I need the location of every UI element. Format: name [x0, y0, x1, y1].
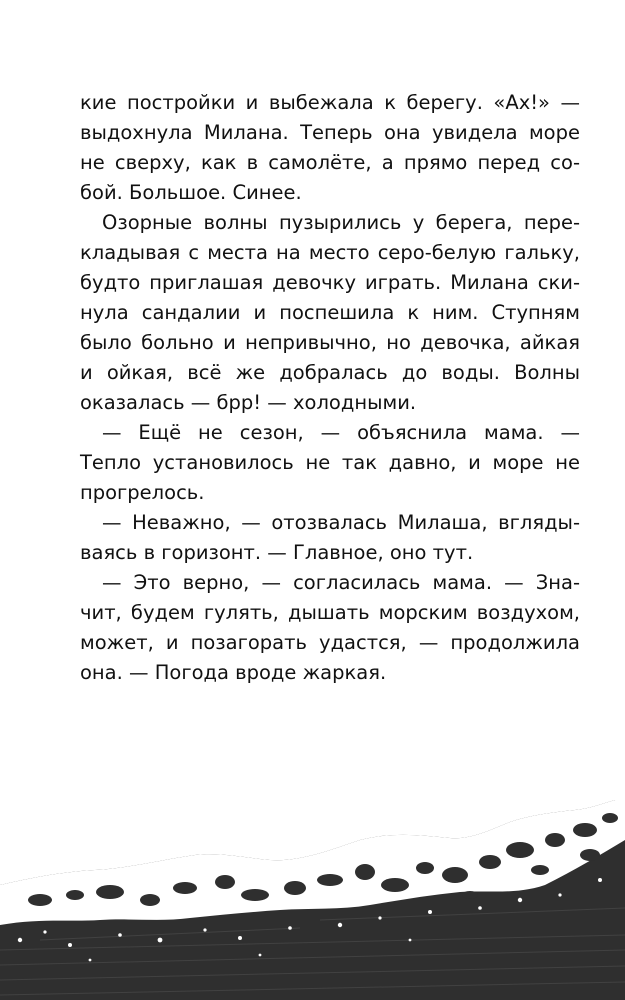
text-line: кие постройки и выбежала к берегу. «Ах!» —: [80, 91, 580, 114]
text-line: будто приглашая девочку играть. Милана ски-: [80, 271, 580, 294]
text-line: может, и позагорать удастся, — продолжила: [80, 631, 580, 654]
text-line: ваясь в горизонт. — Главное, оно тут.: [80, 541, 474, 564]
text-line: нула сандалии и поспешила к ним. Ступням: [80, 301, 580, 324]
text-line: не сверху, как в самолёте, а прямо перед со-: [80, 151, 580, 174]
text-line: Озорные волны пузырились у берега, пере-: [102, 211, 580, 234]
text-line: прогрелось.: [80, 481, 205, 504]
text-line: — Это верно, — согласилась мама. — Зна-: [102, 571, 580, 594]
text-line: Тепло установилось не так давно, и море не: [80, 451, 580, 474]
text-line: кладывая с места на место серо-белую гальку,: [80, 241, 580, 264]
text-line: — Ещё не сезон, — объяснила мама. —: [102, 421, 580, 444]
text-line: чит, будем гулять, дышать морским воздухом,: [80, 601, 580, 624]
story-text: [80, 88, 580, 688]
sea-wave-illustration: [0, 800, 625, 1000]
text-line: было больно и непривычно, но девочка, айкая: [80, 331, 580, 354]
text-line: выдохнула Милана. Теперь она увидела море: [80, 121, 580, 144]
text-line: бой. Большое. Синее.: [80, 181, 302, 204]
text-line: — Неважно, — отозвалась Милаша, вгляды-: [102, 511, 580, 534]
text-line: оказалась — брр! — холодными.: [80, 391, 417, 414]
text-line: она. — Погода вроде жаркая.: [80, 661, 387, 684]
text-line: и ойкая, всё же добралась до воды. Волны: [80, 361, 580, 384]
